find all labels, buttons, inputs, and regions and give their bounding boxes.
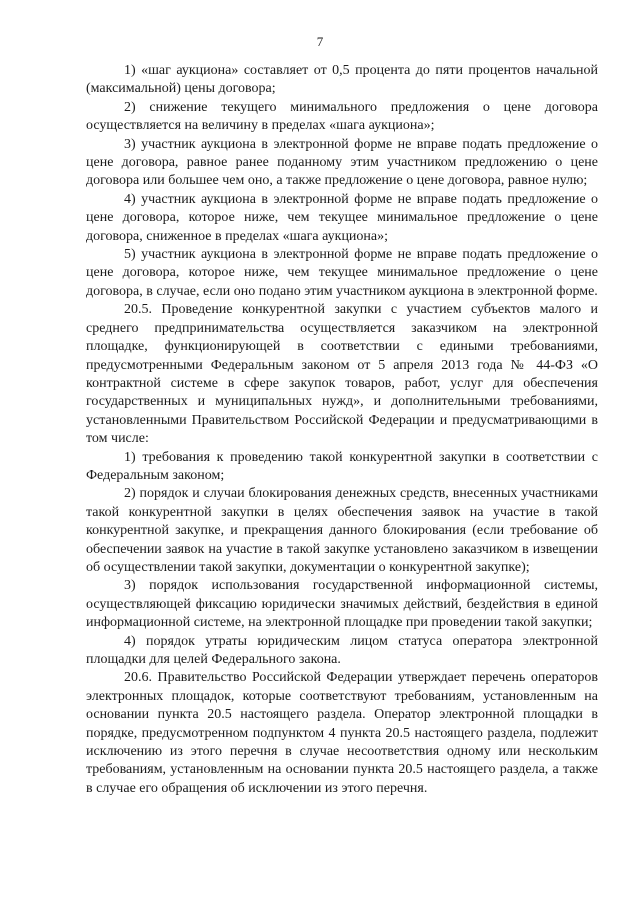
page-number: 7 <box>316 34 324 49</box>
paragraph-no-lower-offer: 4) участник аукциона в электронной форме не вправе подать предложение о цене договора, которое ниже, чем текущее минимальное предложение о цене договора, сниженное в пределах «шага аукциона»; <box>86 191 598 244</box>
paragraph-requirement-2: 2) порядок и случаи блокирования денежных средств, внесенных участниками такой конкурентной закупки в целях обеспечения заявок на участие в такой конкурентной закупке, и прекращения данного блокирования (если требование об обеспечении заявок на участие в такой закупке установлено заказчиком в извещении об осуществлении такой закупки, документации о конкурентной закупке); <box>86 486 598 575</box>
paragraph-section-20-6: 20.6. Правительство Российской Федерации утверждает перечень операторов электронных площадок, которые соответствуют требованиям, установленным на основании пункта 20.5 настоящего раздела. Оператор электронной площадки в порядке, предусмотренном подпунктом 4 пункта 20.5 настоящего раздела, подлежит исключению из этого перечня в случае несоответствия одному или нескольким требованиям, установленным на основании пункта 20.5 настоящего раздела, а также в случае его обращения об исключении из этого перечня. <box>86 670 598 796</box>
document-body <box>86 62 598 798</box>
paragraph-requirement-1: 1) требования к проведению такой конкурентной закупки в соответствии с Федеральным законом; <box>86 449 598 483</box>
paragraph-no-equal-offer: 3) участник аукциона в электронной форме не вправе подать предложение о цене договора, равное ранее поданному этим участником предложению о цене договора или большее чем оно, а также предложение о цене договора, равное нулю; <box>86 136 598 189</box>
paragraph-requirement-4: 4) порядок утраты юридическим лицом статуса оператора электронной площадки для целей Федерального закона. <box>86 633 598 667</box>
paragraph-requirement-3: 3) порядок использования государственной информационной системы, осуществляющей фиксацию юридически значимых действий, бездействия в единой информационной системе, на электронной площадке при проведении такой закупки; <box>86 578 598 631</box>
paragraph-auction-step: 1) «шаг аукциона» составляет от 0,5 процента до пяти процентов начальной (максимальной) цены договора; <box>86 63 598 97</box>
paragraph-no-lower-own-offer: 5) участник аукциона в электронной форме не вправе подать предложение о цене договора, которое ниже, чем текущее минимальное предложение о цене договора, в случае, если оно подано этим участником аукциона в электронной форме. <box>86 247 598 299</box>
paragraph-section-20-5: 20.5. Проведение конкурентной закупки с участием субъектов малого и среднего предпринимательства осуществляется заказчиком на электронной площадке, функционирующей в соответствии с едиными требованиями, предусмотренными Федеральным законом от 5 апреля 2013 года № 44-ФЗ «О контрактной системе в сфере закупок товаров, работ, услуг для обеспечения государственных и муниципальных нужд», и дополнительными требованиями, установленными Правительством Российской Федерации и предусматривающими в том числе: <box>86 302 598 447</box>
paragraph-price-reduction: 2) снижение текущего минимального предложения о цене договора осуществляется на величину в пределах «шага аукциона»; <box>86 99 598 134</box>
